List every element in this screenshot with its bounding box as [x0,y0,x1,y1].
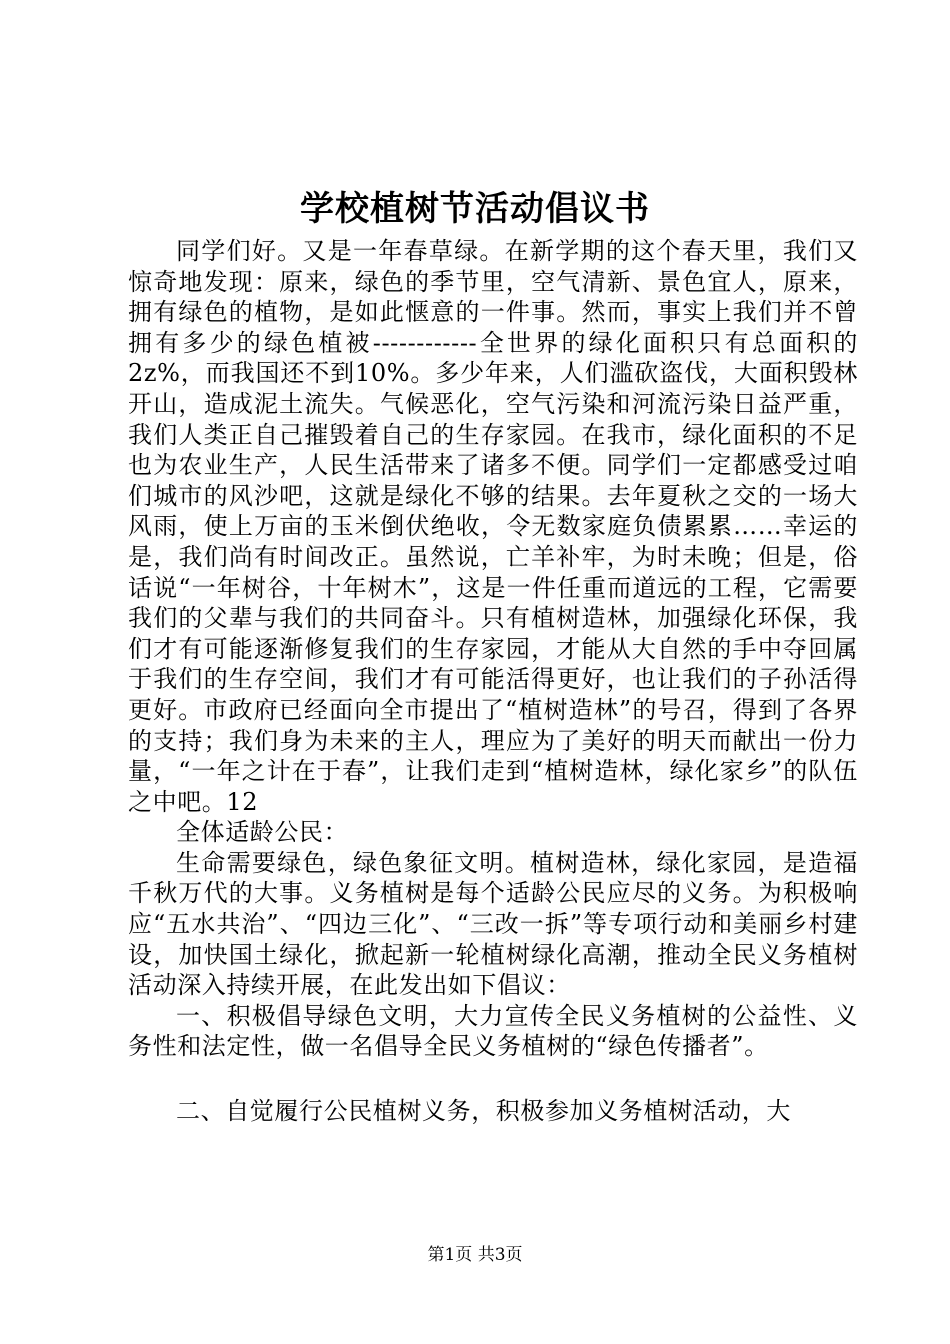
document-body [128,236,858,1127]
document-title: 学校植树节活动倡议书 [300,189,650,229]
paragraph-proposal-intro: 生命需要绿色，绿色象征文明。植树造林，绿化家园，是造福千秋万代的大事。义务植树是每个适龄公民应尽的义务。为积极响应“五水共治”、“四边三化”、“三改一拆”等专项行动和美丽乡村建设，加快国土绿化，掀起新一轮植树绿化高潮，推动全民义务植树活动深入持续开展，在此发出如下倡议： [128,848,858,1000]
paragraph-salutation: 全体适龄公民： [176,818,349,847]
paragraph-point-one: 一、积极倡导绿色文明，大力宣传全民义务植树的公益性、义务性和法定性，做一名倡导全民义务植树的“绿色传播者”。 [128,1001,858,1061]
paragraph-intro: 同学们好。又是一年春草绿。在新学期的这个春天里，我们又惊奇地发现：原来，绿色的季节里，空气清新、景色宜人，原来，拥有绿色的植物，是如此惬意的一件事。然而，事实上我们并不曾拥有多少的绿色植被------------全世界的绿化面积只有总面积的2z%，而我国还不到10%。多少年来，人们滥砍盗伐，大面积毁林开山，造成泥土流失。气候恶化，空气污染和河流污染日益严重，我们人类正自己摧毁着自己的生存家园。在我市，绿化面积的不足也为农业生产，人民生活带来了诸多不便。同学们一定都感受过咱们城市的风沙吧，这就是绿化不够的结果。去年夏秋之交的一场大风雨，使上万亩的玉米倒伏绝收，令无数家庭负债累累……幸运的是，我们尚有时间改正。虽然说，亡羊补牢，为时未晚；但是，俗话说“一年树谷，十年树木”，这是一件任重而道远的工程，它需要我们的父辈与我们的共同奋斗。只有植树造林，加强绿化环保，我们才有可能逐渐修复我们的生存家园，才能从大自然的手中夺回属于我们的生存空间，我们才有可能活得更好，也让我们的子孙活得更好。市政府已经面向全市提出了“植树造林”的号召，得到了各界的支持；我们身为未来的主人，理应为了美好的明天而献出一份力量，“一年之计在于春”，让我们走到“植树造林，绿化家乡”的队伍之中吧。12 [128,237,858,816]
paragraph-point-two: 二、自觉履行公民植树义务，积极参加义务植树活动，大 [176,1097,791,1126]
page-indicator: 第1页 共3页 [427,1245,523,1265]
